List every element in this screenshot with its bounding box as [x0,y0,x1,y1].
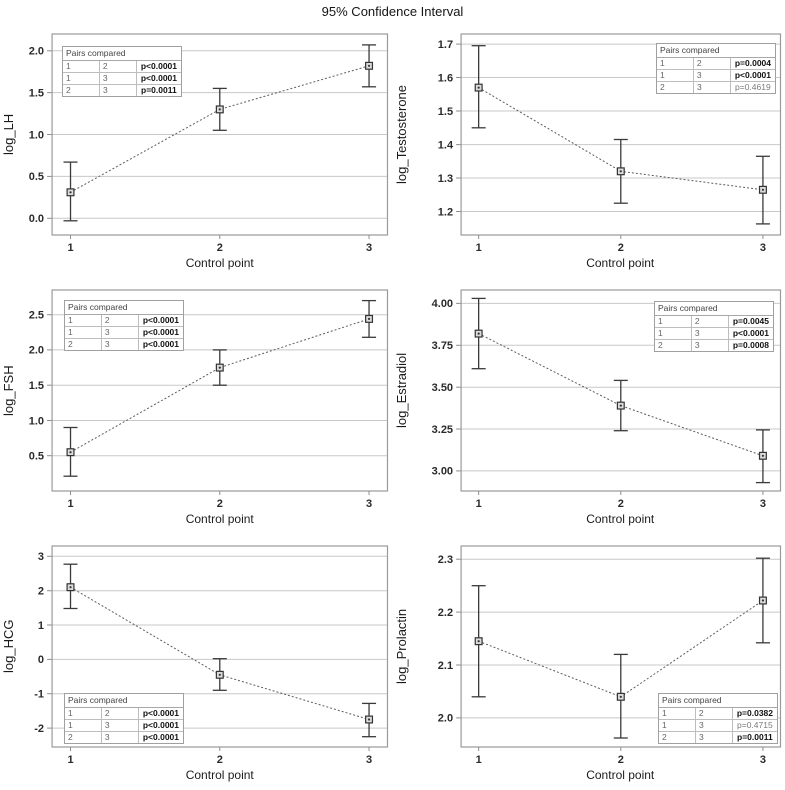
pairs-table-row [63,61,181,73]
data-point-marker [366,316,373,323]
pairs-table-row [655,340,773,351]
group-b-cell: 2 [102,315,139,326]
x-tick-label: 1 [67,498,74,510]
pairs-table-header: Pairs compared [63,47,181,61]
y-axis-title: log_LH [1,113,16,156]
group-a-cell: 2 [657,82,694,93]
group-a-cell: 1 [65,315,102,326]
p-value-cell: p=0.0004 [734,58,771,68]
data-point-marker [67,189,74,196]
y-tick-label: 2.5 [28,309,45,322]
data-point-marker [216,106,223,113]
subplot-log-testosterone [393,22,785,278]
group-a-cell: 1 [657,70,694,81]
y-tick-label: 1.5 [28,87,45,100]
pairs-table-header: Pairs compared [657,44,775,58]
data-point-marker [759,452,766,459]
figure-title: 95% Confidence Interval [321,4,464,19]
pairs-table-row [65,732,183,743]
group-b-cell: 3 [102,327,139,338]
group-a-cell: 1 [655,316,692,327]
data-point-marker [617,402,624,409]
subplot-log-prolactin [393,534,785,790]
y-tick-label: 1.0 [28,129,45,142]
subplot-log-fsh [0,278,393,534]
pairs-table-row [65,720,183,732]
x-tick-label: 3 [759,242,766,254]
x-tick-label: 2 [216,498,223,510]
data-point-marker [617,168,624,175]
y-tick-label: -2 [34,722,45,735]
group-b-cell: 3 [100,73,137,84]
pairs-compared-table [654,301,774,352]
group-a-cell: 2 [659,732,696,743]
subplot-log-hcg [0,534,393,790]
y-tick-label: -1 [34,688,45,701]
y-tick-label: 1.4 [437,139,453,152]
p-value-cell: p<0.0001 [140,61,177,71]
p-value-cell: p=0.0045 [732,316,769,326]
y-tick-label: 1.5 [28,380,45,392]
pairs-table-row [65,708,183,720]
data-point-marker [759,186,766,193]
p-value-cell: p<0.0001 [142,339,179,349]
y-tick-label: 3.50 [431,382,453,394]
x-tick-label: 3 [759,754,766,766]
y-tick-label: 1.3 [437,172,453,185]
p-value-cell: p=0.0011 [737,732,773,742]
group-b-cell: 3 [696,720,733,731]
group-b-cell: 2 [102,708,139,719]
y-tick-label: 4.00 [431,298,453,311]
group-b-cell: 3 [102,732,139,743]
data-point-marker [67,449,74,456]
y-tick-label: 2.0 [28,45,45,58]
plot-area [0,22,393,278]
y-axis-title: log_Testosterone [393,85,409,185]
y-tick-label: 1.5 [437,105,453,118]
data-point-marker [759,597,766,604]
y-tick-label: 0.5 [28,171,45,184]
x-tick-label: 3 [759,498,766,510]
x-axis-title: Control point [586,768,655,782]
p-value-cell: p=0.0382 [736,708,773,718]
pairs-table-row [655,328,773,340]
plot-area [0,534,393,790]
subplot-log-estradiol [393,278,785,534]
data-point-marker [366,62,373,69]
y-axis-title: log_Prolactin [393,608,409,685]
pairs-table-row [657,70,775,82]
data-point-marker [216,364,223,371]
pairs-table-row [659,720,777,732]
y-axis-title: log_FSH [1,365,16,416]
x-tick-label: 2 [617,242,624,254]
data-point-marker [475,330,482,337]
y-axis-title: log_HCG [1,619,16,674]
x-axis-title: Control point [586,512,655,526]
x-tick-label: 3 [365,242,373,254]
group-a-cell: 2 [65,339,102,350]
plot-area [0,278,393,534]
pairs-table-row [65,327,183,339]
data-point-marker [67,584,74,591]
y-axis-title: log_Estradiol [393,352,409,429]
group-a-cell: 1 [659,720,696,731]
pairs-table-row [65,339,183,350]
pairs-compared-table [656,43,776,94]
group-a-cell: 2 [63,85,100,96]
y-tick-label: 2.0 [437,712,453,725]
y-tick-label: 3.25 [431,423,453,436]
group-a-cell: 1 [657,58,694,69]
y-tick-label: 3 [37,551,45,564]
pairs-compared-table [62,46,182,97]
p-value-cell: p<0.0001 [142,708,179,718]
y-tick-label: 0.5 [28,450,45,463]
x-tick-label: 2 [216,754,223,766]
p-value-cell: p=0.0008 [732,340,769,350]
pairs-table-header: Pairs compared [655,302,773,316]
group-b-cell: 3 [100,85,137,96]
y-tick-label: 1 [37,619,45,632]
pairs-compared-table [64,693,184,744]
y-tick-label: 1.2 [437,206,453,219]
group-a-cell: 1 [63,73,100,84]
x-axis-title: Control point [185,768,254,782]
y-tick-label: 0 [37,654,45,667]
y-tick-label: 3.75 [431,340,453,353]
p-value-cell: p<0.0001 [732,328,769,338]
x-tick-label: 1 [475,242,482,254]
p-value-cell: p<0.0001 [142,732,179,742]
data-point-marker [216,671,223,678]
pairs-table-row [65,315,183,327]
group-a-cell: 1 [65,327,102,338]
pairs-table-row [63,73,181,85]
group-a-cell: 2 [655,340,692,351]
plot-area [393,534,785,790]
subplot-log-lh [0,22,393,278]
pairs-compared-table [658,693,778,744]
pairs-table-row [657,82,775,93]
group-a-cell: 1 [65,720,102,731]
y-tick-label: 3.00 [431,465,453,478]
group-b-cell: 3 [692,328,729,339]
x-tick-label: 1 [67,242,74,254]
p-value-cell: p=0.0011 [141,85,177,95]
pairs-table-row [659,708,777,720]
data-point-marker [617,693,624,700]
x-axis-title: Control point [185,256,254,270]
y-tick-label: 2.2 [437,606,453,619]
group-b-cell: 2 [694,58,731,69]
pairs-table-row [63,85,181,96]
group-b-cell: 3 [692,340,729,351]
p-value-cell: p=0.4619 [735,82,771,92]
pairs-table-header: Pairs compared [65,301,183,315]
x-tick-label: 1 [475,754,482,766]
group-a-cell: 1 [655,328,692,339]
x-tick-label: 3 [365,754,373,766]
group-b-cell: 2 [696,708,733,719]
pairs-table-row [657,58,775,70]
y-tick-label: 1.0 [28,415,45,428]
x-tick-label: 2 [617,498,624,510]
pairs-compared-table [64,300,184,351]
data-point-marker [475,638,482,645]
x-axis-title: Control point [185,512,254,526]
group-b-cell: 2 [100,61,137,72]
p-value-cell: p<0.0001 [142,720,179,730]
y-tick-label: 2.1 [437,659,453,672]
group-b-cell: 3 [102,339,139,350]
data-point-marker [475,84,482,91]
group-b-cell: 3 [694,70,731,81]
y-tick-label: 1.6 [437,72,453,85]
x-tick-label: 2 [617,754,624,766]
x-tick-label: 3 [365,498,373,510]
y-tick-label: 1.7 [437,38,453,51]
x-tick-label: 1 [475,498,482,510]
x-tick-label: 2 [216,242,223,254]
group-a-cell: 1 [65,708,102,719]
y-tick-label: 2.0 [28,344,45,357]
pairs-table-row [659,732,777,743]
p-value-cell: p<0.0001 [734,70,771,80]
y-tick-label: 2.3 [437,554,453,566]
data-point-marker [366,716,373,723]
group-b-cell: 3 [696,732,733,743]
group-a-cell: 1 [659,708,696,719]
y-tick-label: 2 [37,585,45,598]
y-tick-label: 0.0 [28,213,45,226]
p-value-cell: p<0.0001 [142,315,179,325]
group-b-cell: 3 [694,82,731,93]
x-axis-title: Control point [586,256,655,270]
group-b-cell: 2 [692,316,729,327]
p-value-cell: p<0.0001 [142,327,179,337]
p-value-cell: p<0.0001 [140,73,177,83]
pairs-table-header: Pairs compared [659,694,777,708]
group-a-cell: 2 [65,732,102,743]
group-a-cell: 1 [63,61,100,72]
pairs-table-row [655,316,773,328]
subplot-grid [0,22,785,790]
group-b-cell: 3 [102,720,139,731]
p-value-cell: p=0.4715 [737,720,773,730]
x-tick-label: 1 [67,754,74,766]
pairs-table-header: Pairs compared [65,694,183,708]
